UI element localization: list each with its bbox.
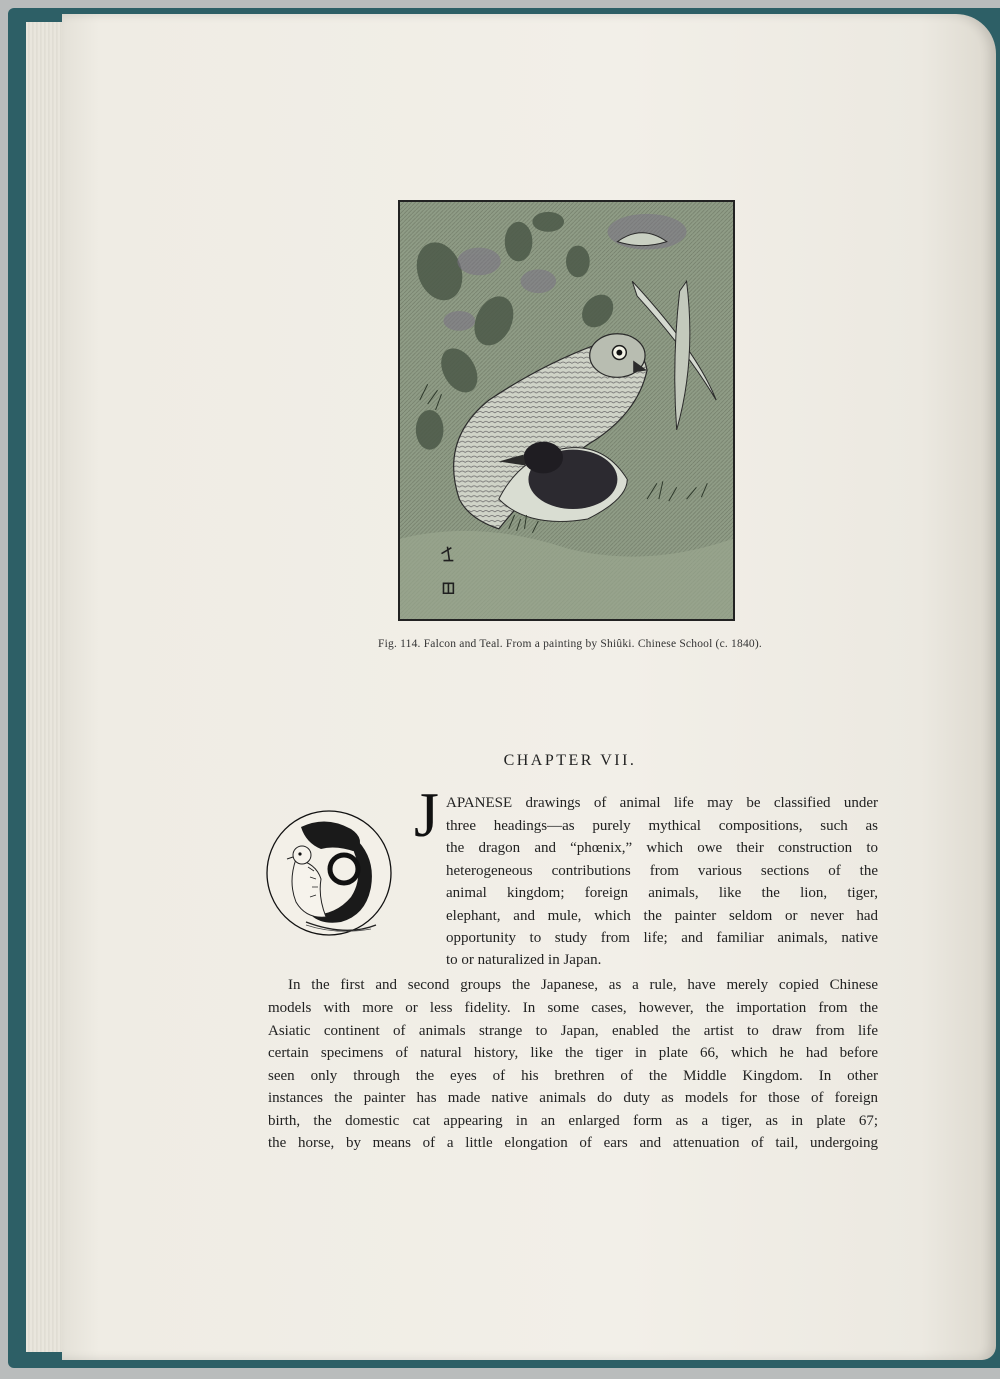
body-text-line: certain specimens of natural history, like the tiger in plate 66, which he had before <box>268 1045 878 1061</box>
body-text-line: seen only through the eyes of his brethren of the Middle Kingdom. In other <box>268 1068 878 1084</box>
body-text-line: opportunity to study from life; and familiar animals, native <box>446 930 878 946</box>
falcon-and-teal-illustration <box>398 200 735 621</box>
body-text-line: Asiatic continent of animals strange to Japan, enabled the artist to draw from life <box>268 1023 878 1039</box>
body-text-line: elephant, and mule, which the painter seldom or never had <box>446 908 878 924</box>
figure-caption: Fig. 114. Falcon and Teal. From a painting by Shiûki. Chinese School (c. 1840). <box>378 638 762 650</box>
body-text-line: birth, the domestic cat appearing in an enlarged form as a tiger, as in plate 67; <box>268 1113 878 1129</box>
chapter-heading: CHAPTER VII. <box>503 752 637 769</box>
body-text-line: heterogeneous contributions from various sections of the <box>446 863 878 879</box>
body-text-line: three headings—as purely mythical compositions, such as <box>446 818 878 834</box>
body-text-line: to or naturalized in Japan. <box>446 952 602 968</box>
drop-cap: J <box>414 779 439 850</box>
body-text-line: instances the painter has made native animals do duty as models for those of foreign <box>268 1090 878 1106</box>
rat-vignette-illustration <box>266 797 394 949</box>
body-text-line: animal kingdom; foreign animals, like the lion, tiger, <box>446 885 878 901</box>
body-text-line: the dragon and “phœnix,” which owe their construction to <box>446 840 878 856</box>
body-text-line: APANESE drawings of animal life may be classified under <box>446 795 878 811</box>
body-text-line: In the first and second groups the Japanese, as a rule, have merely copied Chinese <box>288 977 878 993</box>
body-text-line: the horse, by means of a little elongation of ears and attenuation of tail, undergoing <box>268 1135 878 1151</box>
body-text-line: models with more or less fidelity. In some cases, however, the importation from the <box>268 1000 878 1016</box>
